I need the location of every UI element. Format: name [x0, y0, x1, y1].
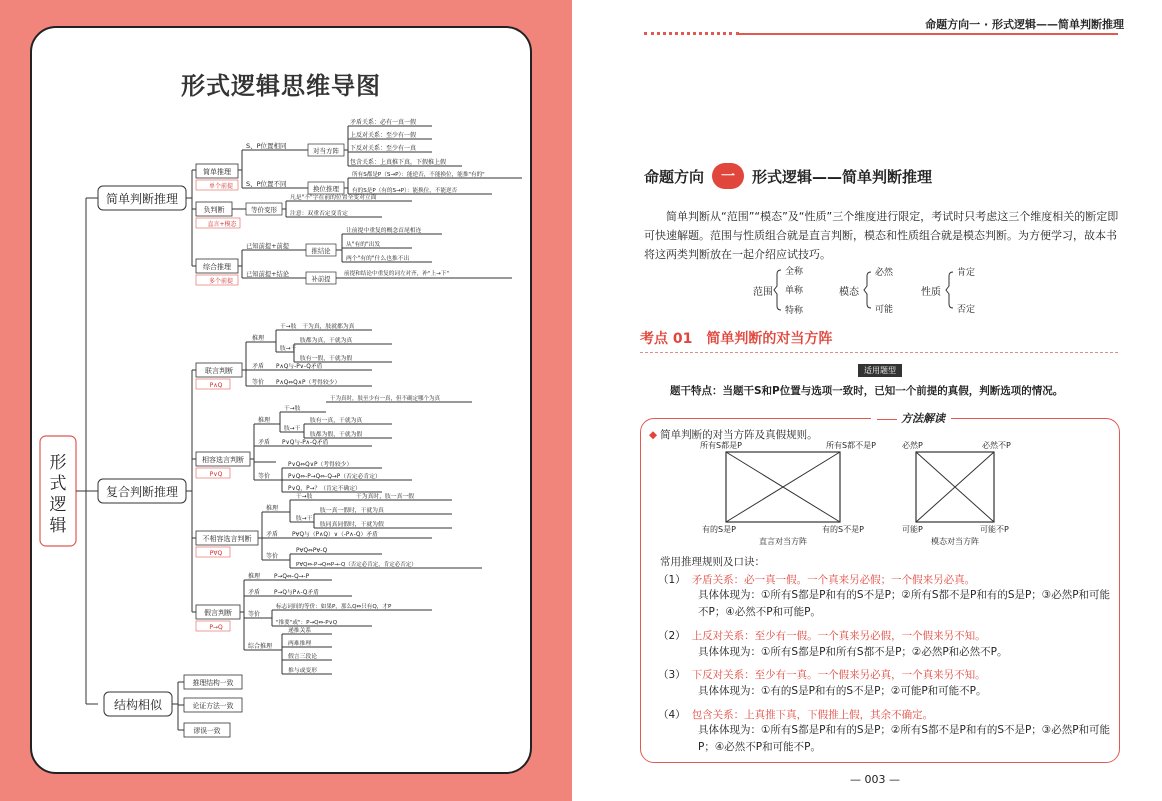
compound-line: 干→肢	[296, 494, 313, 500]
compound-node-label: 假言判断	[204, 609, 232, 617]
combine-rule: 两个"有的"什么也推不出	[346, 256, 410, 262]
scope-range-item: 单称	[785, 286, 804, 296]
running-header: 命题方向一 · 形式逻辑——简单判断推理	[925, 18, 1124, 31]
compound-node-label: 相容选言判断	[202, 456, 244, 464]
compound-op: 等价	[248, 611, 261, 618]
scope-quality-label: 性质	[921, 287, 941, 298]
rule-body: 具体体现为：①有的S是P和有的S不是P；②可能P和可能不P。	[698, 685, 987, 697]
intro-paragraph: 简单判断从“范围”“模态”及“性质”三个维度进行限定，考试时只考虑这三个维度相关的断定即可快速解题。范围与性质组合就是直言判断，模态和性质组合就是模态判断。为方便学习，故本书将这两类判断放在一起介绍应试技巧。	[644, 210, 1119, 261]
compound-line: 干→肢	[284, 406, 301, 412]
rule-body: 具体体现为：①所有S都是P和所有S都不是P；②必然P和必然不P。	[698, 646, 1008, 658]
right-page	[588, 0, 1162, 801]
conversion-rule: 所有S都是P（S→P）：能逆否，不能换位，能推"有的"	[352, 172, 485, 178]
compound-line: P∀Q⇔-P→Q⇔P→-Q（否定必肯定，肯定必否定）	[296, 562, 417, 568]
bullet-icon: ◆	[649, 429, 658, 441]
scope-range-item: 特称	[785, 306, 804, 316]
condition-label: S、P位置相同	[246, 142, 287, 150]
mindmap-connector	[250, 424, 282, 480]
combine-op-label: 推结论	[311, 248, 331, 255]
square2-caption: 模态对当方阵	[931, 537, 979, 546]
compound-line: 肢有一真，干就为真	[310, 418, 363, 424]
rule-number: （2）	[658, 630, 686, 642]
compound-line: P∧Q与-P∨-Q矛盾	[276, 364, 323, 370]
scope-quality-item: 肯定	[957, 268, 976, 278]
compound-line: 肢同真同假时，干就为假	[320, 522, 384, 528]
rule-title: 下反对关系：至少有一真。一个假来另必真，一个真来另不知。	[691, 669, 986, 681]
simple-node-label: 负判断	[203, 206, 225, 214]
compound-line: 推与或变形	[288, 668, 317, 674]
compound-line: 肢→干	[284, 426, 301, 432]
method-heading-text: 方法解读	[901, 412, 945, 425]
compound-op: 矛盾	[252, 363, 265, 370]
compound-node-label: 联言判断	[205, 367, 233, 375]
chapter-title: 形式逻辑——简单判断推理	[752, 167, 933, 186]
simple-node-badge-text: 多个前提	[208, 278, 234, 285]
mindmap-connector	[300, 250, 306, 278]
equiv-rule: 注意：双重否定变肯定	[290, 211, 348, 217]
compound-line: 肢都为真，干就为真	[300, 338, 353, 344]
scope-brace	[774, 270, 781, 310]
scope-brace	[946, 272, 953, 308]
compound-line: P∀Q⇔P∀-Q	[296, 548, 328, 554]
rule-number: （1）	[658, 574, 686, 586]
simple-node-label: 综合推理	[203, 263, 231, 271]
conversion-rule: 有的S是P（有的S→P）：能换位，不能逆否	[352, 188, 458, 194]
rule-title: 包含关系：上真推下真，下假推上假，其余不确定。	[691, 709, 934, 721]
method-heading	[871, 410, 951, 426]
mindmap-diagram	[32, 28, 532, 774]
question-feature	[670, 383, 1063, 398]
compound-node-badge-text: P∀Q	[209, 550, 223, 557]
chapter-prefix: 命题方向	[644, 167, 705, 186]
compound-line: 肢→干	[280, 346, 297, 352]
mindmap-root-text: 辑	[49, 516, 67, 536]
combine-known: 已知前提+结论	[246, 271, 290, 278]
square2-top-left: 必然P	[902, 441, 923, 450]
mindmap-title: 形式逻辑思维导图	[181, 72, 381, 100]
square2-diagonals	[916, 452, 994, 522]
compound-line: 干→肢 干为真，肢就都为真	[280, 324, 355, 330]
square-rule: 矛盾关系：必有一真一假	[350, 119, 417, 126]
chapter-heading	[644, 160, 932, 192]
square-op-label: 对当方阵	[313, 147, 339, 155]
header-dots	[644, 32, 739, 36]
compound-line: P∨Q⇔-P→Q⇔-Q→P（否定必肯定）	[288, 474, 381, 480]
feature-label: 题干特点：	[670, 385, 723, 397]
structure-item: 推理结构一致	[192, 679, 234, 687]
equiv-op-label: 等价变形	[251, 206, 277, 214]
square1-bottom-right: 有的S不是P	[822, 525, 864, 534]
branch-label: 简单判断推理	[105, 192, 179, 206]
compound-line: 标志词间的等价：如果P，那么Q⇔只有Q，才P	[276, 604, 392, 610]
mindmap-card	[30, 26, 532, 774]
branch-label: 复合判断推理	[105, 485, 179, 499]
combine-op-label: 补前提	[311, 276, 331, 283]
compound-line: 肢有一假，干就为假	[300, 356, 353, 362]
compound-line: P∨Q与-P∧-Q矛盾	[282, 440, 329, 446]
combine-known: 已知前提+前提	[246, 243, 290, 250]
section-heading: 考点 01 简单判断的对当方阵	[640, 331, 833, 347]
square1-top-left: 所有S都是P	[700, 441, 742, 450]
compound-line: 肢→干	[296, 516, 313, 522]
square1-bottom-left: 有的S是P	[702, 525, 736, 534]
compound-line: 两难推理	[288, 641, 312, 647]
header-rule	[738, 33, 1118, 35]
compound-op: 矛盾	[248, 589, 261, 596]
combine-rule: 从"有的"出发	[346, 242, 381, 248]
square-rule: 上反对关系：至少有一假	[350, 132, 417, 139]
chapter-number-badge: 一	[712, 163, 744, 189]
combine-rule: 让前提中重复的概念首尾相连	[346, 228, 422, 234]
simple-node-badge-text: 直言+模态	[207, 221, 237, 228]
mindmap-connector	[186, 170, 196, 266]
method-intro-text: 简单判断的对当方阵及真假规则。	[660, 429, 818, 441]
compound-line: P∨Q⇔Q∨P（考得较少）	[288, 462, 353, 468]
rule-body: 具体体现为：①所有S都是P和有的S不是P；②所有S都不是P和有的S是P；③必然P和可能不P；④必然不P和可能P。	[698, 589, 1111, 618]
compound-node-badge-text: P∨Q	[209, 471, 223, 478]
compound-line: 假言三段论	[288, 654, 317, 660]
mindmap-root-text: 式	[49, 474, 67, 494]
compound-op: 综合推理	[248, 643, 273, 650]
scope-brace	[864, 272, 871, 308]
opposition-squares	[686, 438, 1026, 550]
condition-label: S、P位置不同	[246, 180, 287, 188]
structure-item: 谬误一致	[193, 727, 221, 735]
square1-diagonals	[726, 452, 840, 522]
compound-line: 干为真时，肢至少有一真，但不确定哪个为真	[330, 396, 441, 402]
compound-node-badge-text: P→Q	[209, 624, 223, 631]
compound-line: P→Q与P∧-Q矛盾	[274, 590, 319, 596]
scope-range-label: 范围	[753, 287, 773, 298]
rule-number: （4）	[658, 709, 686, 721]
compound-line: P∀Q与（P∧Q）∨（-P∧-Q）矛盾	[292, 532, 378, 538]
mindmap-root-text: 形	[49, 453, 67, 473]
scope-range-item: 全称	[785, 267, 804, 277]
structure-item: 论证方法一致	[192, 702, 234, 710]
scope-diagram	[753, 262, 1013, 320]
compound-line: P∨Q，P→？（肯定不确定）	[288, 486, 361, 492]
combine-rule: 前提和结论中重复的词左对齐，补"上→下"	[344, 271, 449, 277]
rule-title: 上反对关系：至少有一假。一个真来另必假，一个假来另不知。	[691, 630, 986, 642]
mindmap-connector	[186, 370, 196, 612]
compound-line: 干为真时，肢一真一假	[356, 494, 414, 500]
compound-node-badge-text: P∧Q	[209, 382, 223, 389]
scope-modal-label: 模态	[839, 287, 859, 298]
mindmap-connector	[76, 198, 98, 704]
mindmap-root-text: 逻	[49, 495, 67, 515]
rule-body: 具体体现为：①所有S都是P和有的S是P；②所有S都不是P和有的S不是P；③必然P和可能P；④必然不P和可能不P。	[698, 724, 1111, 753]
compound-line: P→Q⇔-Q→-P	[274, 574, 310, 580]
simple-node-label: 简单推理	[203, 168, 231, 176]
rule-heading	[658, 667, 986, 682]
branch-label: 结构相似	[113, 698, 163, 712]
rules-label: 常用推理规则及口诀：	[660, 556, 765, 568]
page-number: — 003 —	[850, 773, 900, 786]
square2-top-right: 必然不P	[982, 441, 1011, 450]
compound-op: 推理	[252, 335, 265, 342]
compound-op: 推理	[258, 417, 271, 424]
square1-top-right: 所有S都不是P	[826, 441, 876, 450]
section-rule	[640, 352, 1118, 353]
square2-bottom-left: 可能P	[902, 525, 923, 534]
feature-text: 当题干S和P位置与选项一致时，已知一个前提的真假，判断选项的情况。	[722, 385, 1064, 397]
compound-op: 推理	[248, 573, 261, 580]
scope-quality-item: 否定	[957, 305, 976, 315]
compound-line: 肢都为假，干就为假	[310, 432, 363, 438]
compound-op: 等价	[258, 473, 271, 480]
compound-line: "推要"或"：P→Q⇔-P∨Q	[276, 620, 338, 626]
square1-caption: 直言对当方阵	[759, 537, 807, 546]
simple-node-badge-text: 单个前提	[208, 183, 234, 190]
square-rule: 下反对关系：至少有一真	[350, 145, 417, 152]
conversion-op-label: 换位推理	[313, 185, 339, 193]
square2-bottom-right: 可能不P	[980, 525, 1009, 534]
square-rule: 包含关系：上真推下真，下假推上假	[350, 159, 447, 166]
compound-op: 等价	[252, 379, 265, 386]
rule-title: 矛盾关系：必一真一假。一个真来另必假；一个假来另必真。	[691, 574, 976, 586]
compound-line: 肢一真一假时，干就为真	[320, 508, 384, 514]
compound-op: 矛盾	[258, 439, 271, 446]
compound-op: 等价	[266, 553, 279, 560]
compound-line: 递推关系	[288, 628, 312, 634]
question-type-badge: 适用题型	[858, 364, 902, 377]
mindmap-connector	[172, 682, 184, 730]
rule-number: （3）	[658, 669, 686, 681]
compound-node-label: 不相容选言判断	[202, 535, 252, 543]
left-page	[0, 0, 572, 801]
compound-op: 推理	[266, 505, 279, 512]
compound-line: P∧Q⇔Q∧P（考得较少）	[276, 380, 341, 386]
rule-heading	[658, 572, 975, 587]
scope-modal-item: 可能	[875, 305, 894, 315]
rule-heading	[658, 628, 986, 643]
equiv-rule: 凡是"不"字在前的位置全变对立面	[290, 195, 377, 201]
compound-op: 矛盾	[266, 531, 279, 538]
scope-modal-item: 必然	[875, 268, 894, 278]
rule-heading	[658, 707, 933, 722]
